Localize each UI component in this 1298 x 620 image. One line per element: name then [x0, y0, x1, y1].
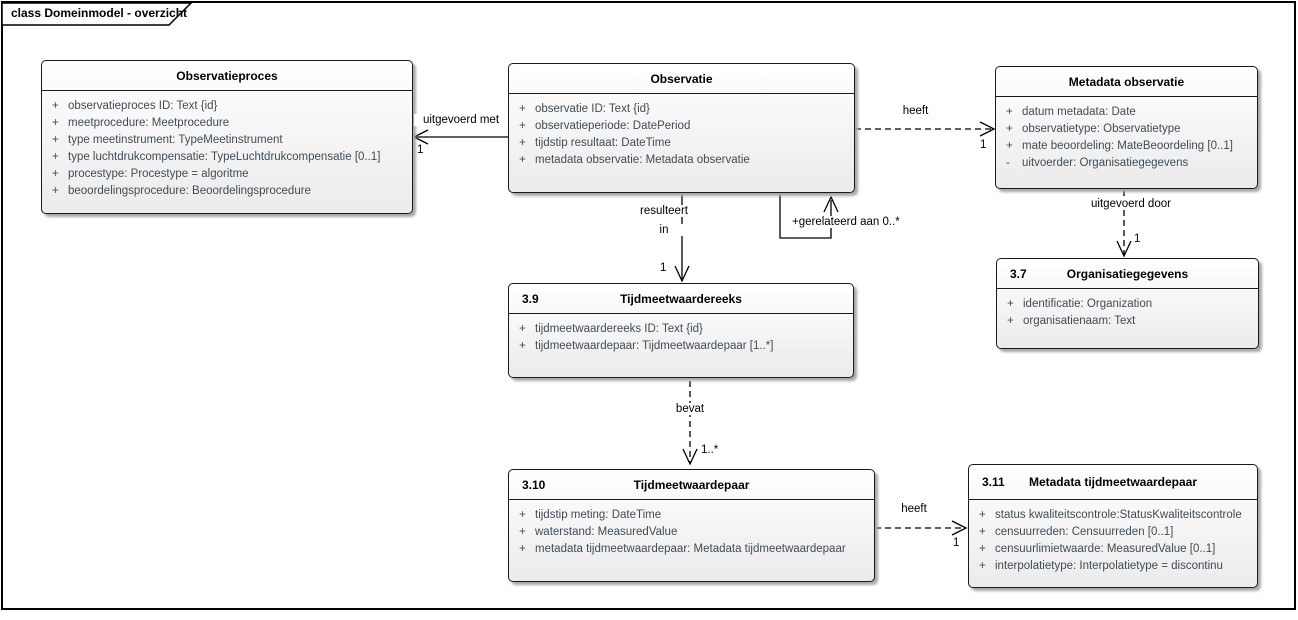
visibility-sign: +: [979, 526, 986, 538]
attribute-text: tijdstip meting: DateTime: [535, 509, 662, 521]
class-header: [509, 470, 874, 500]
attribute-row: [509, 507, 874, 524]
attribute-text: uitvoerder: Organisatiegegevens: [1022, 157, 1189, 169]
attribute-text: metadata tijdmeetwaardepaar: Metadata tijdmeetwaardepaar: [535, 543, 846, 555]
attribute-row: [969, 541, 1257, 558]
visibility-sign: +: [519, 543, 526, 555]
class-name: Tijdmeetwaardepaar: [633, 477, 750, 492]
attribute-row: [509, 321, 853, 338]
visibility-sign: +: [519, 509, 526, 521]
attribute-row: [969, 558, 1257, 575]
attribute-text: observatieproces ID: Text {id}: [68, 100, 218, 112]
attribute-list: [996, 97, 1257, 172]
visibility-sign: +: [1007, 298, 1014, 310]
attribute-row: [997, 313, 1258, 330]
attribute-list: [509, 94, 854, 169]
visibility-sign: +: [1006, 123, 1013, 135]
class-tijdmeetwaardereeks: [508, 283, 854, 378]
class-header: [969, 465, 1257, 500]
attribute-row: [996, 155, 1257, 172]
connector-label-heeft-observatie: heeft: [888, 105, 943, 117]
visibility-sign: +: [519, 323, 526, 335]
attribute-row: [997, 296, 1258, 313]
attribute-text: metadata observatie: Metadata observatie: [535, 154, 750, 166]
attribute-row: [42, 183, 412, 200]
visibility-sign: +: [52, 100, 59, 112]
class-name: Organisatiegegevens: [1066, 266, 1189, 281]
connector-label-resulteert: resulteert: [628, 205, 700, 217]
visibility-sign: +: [519, 137, 526, 149]
attribute-text: observatie ID: Text {id}: [535, 103, 650, 115]
attribute-text: tijdstip resultaat: DateTime: [535, 137, 671, 149]
attribute-row: [509, 118, 854, 135]
connector-label-heeft-paar: heeft: [884, 503, 944, 515]
attribute-row: [969, 507, 1257, 524]
multiplicity-heeft-observatie: 1: [980, 139, 987, 151]
attribute-text: meetprocedure: Meetprocedure: [68, 117, 230, 129]
multiplicity-uitgevoerd-met: 1: [417, 144, 424, 156]
visibility-sign: -: [1006, 157, 1010, 169]
visibility-sign: +: [52, 134, 59, 146]
class-metadata-observatie: [995, 66, 1258, 189]
attribute-text: status kwaliteitscontrole:StatusKwaliteitscontrole: [995, 509, 1242, 521]
diagram-tab-title: class Domeinmodel - overzicht: [11, 6, 188, 20]
attribute-text: datum metadata: Date: [1022, 106, 1136, 118]
visibility-sign: +: [979, 560, 986, 572]
visibility-sign: +: [519, 120, 526, 132]
class-name: Metadata observatie: [1068, 74, 1185, 89]
class-number: 3.9: [522, 291, 539, 306]
class-header: [509, 64, 854, 94]
multiplicity-heeft-paar: 1: [953, 537, 960, 549]
visibility-sign: +: [52, 151, 59, 163]
connector-bevat: [683, 381, 697, 464]
attribute-text: interpolatietype: Interpolatietype = discontinu: [995, 560, 1223, 572]
class-organisatiegegevens: [996, 258, 1259, 349]
attribute-text: tijdmeetwaardereeks ID: Text {id}: [535, 323, 703, 335]
attribute-text: type luchtdrukcompensatie: TypeLuchtdrukcompensatie [0..1]: [68, 151, 381, 163]
visibility-sign: +: [52, 185, 59, 197]
visibility-sign: +: [52, 168, 59, 180]
class-observatieproces: [41, 60, 413, 214]
visibility-sign: +: [519, 340, 526, 352]
connector-heeft-paar: [875, 521, 966, 535]
multiplicity-uitgevoerd-door: 1: [1134, 233, 1141, 245]
attribute-row: [42, 115, 412, 132]
attribute-row: [509, 135, 854, 152]
attribute-row: [509, 541, 874, 558]
class-metadata-tijdmeetwaardepaar: [968, 464, 1258, 588]
attribute-text: observatieperiode: DatePeriod: [535, 120, 691, 132]
visibility-sign: +: [1006, 106, 1013, 118]
multiplicity-bevat: 1..*: [701, 444, 719, 456]
attribute-text: censuurreden: Censuurreden [0..1]: [995, 526, 1174, 538]
attribute-text: observatietype: Observatietype: [1022, 123, 1181, 135]
attribute-text: procestype: Procestype = algoritme: [68, 168, 249, 180]
attribute-row: [969, 524, 1257, 541]
connector-label-gerelateerd-aan: +gerelateerd aan 0..*: [792, 216, 900, 228]
multiplicity-resulteert: 1: [660, 262, 667, 274]
attribute-list: [42, 91, 412, 200]
connector-uitgevoerd-met: [414, 130, 508, 144]
class-name: Observatie: [650, 71, 713, 86]
attribute-row: [509, 101, 854, 118]
attribute-text: tijdmeetwaardepaar: Tijdmeetwaardepaar [1..*]: [535, 340, 774, 352]
attribute-row: [509, 524, 874, 541]
visibility-sign: +: [519, 154, 526, 166]
visibility-sign: +: [519, 526, 526, 538]
connector-label-uitgevoerd-door: uitgevoerd door: [1085, 198, 1177, 210]
attribute-row: [996, 104, 1257, 121]
visibility-sign: +: [52, 117, 59, 129]
attribute-list: [997, 289, 1258, 330]
attribute-row: [996, 138, 1257, 155]
class-name: Tijdmeetwaardereeks: [620, 291, 742, 306]
attribute-row: [42, 149, 412, 166]
class-number: 3.7: [1010, 266, 1027, 281]
connector-label-uitgevoerd-met: uitgevoerd met: [414, 114, 508, 126]
attribute-list: [509, 500, 874, 558]
attribute-text: waterstand: MeasuredValue: [535, 526, 678, 538]
class-name: Metadata tijdmeetwaardepaar: [1028, 475, 1198, 489]
class-header: [509, 284, 853, 314]
attribute-text: censuurlimietwaarde: MeasuredValue [0..1]: [995, 543, 1216, 555]
class-header: [996, 67, 1257, 97]
attribute-text: type meetinstrument: TypeMeetinstrument: [68, 134, 283, 146]
visibility-sign: +: [519, 103, 526, 115]
visibility-sign: +: [1007, 315, 1014, 327]
attribute-list: [509, 314, 853, 355]
attribute-row: [42, 132, 412, 149]
attribute-row: [509, 338, 853, 355]
connector-label-bevat: bevat: [661, 403, 719, 415]
attribute-text: identificatie: Organization: [1023, 298, 1153, 310]
visibility-sign: +: [979, 543, 986, 555]
class-tijdmeetwaardepaar: [508, 469, 875, 582]
attribute-row: [42, 98, 412, 115]
attribute-row: [996, 121, 1257, 138]
visibility-sign: +: [1006, 140, 1013, 152]
connector-label-resulteert-in: in: [628, 224, 700, 236]
visibility-sign: +: [979, 509, 986, 521]
class-header: [42, 61, 412, 91]
class-header: [997, 259, 1258, 289]
attribute-text: organisatienaam: Text: [1023, 315, 1136, 327]
attribute-row: [509, 152, 854, 169]
attribute-text: mate beoordeling: MateBeoordeling [0..1]: [1022, 140, 1233, 152]
class-number: 3.10: [522, 477, 546, 492]
attribute-text: beoordelingsprocedure: Beoordelingsprocedure: [68, 185, 311, 197]
attribute-row: [42, 166, 412, 183]
class-observatie: [508, 63, 855, 193]
attribute-list: [969, 500, 1257, 575]
connector-heeft-observatie: [855, 122, 994, 136]
class-name: Observatieproces: [176, 68, 278, 83]
class-number: 3.11: [982, 475, 1005, 489]
